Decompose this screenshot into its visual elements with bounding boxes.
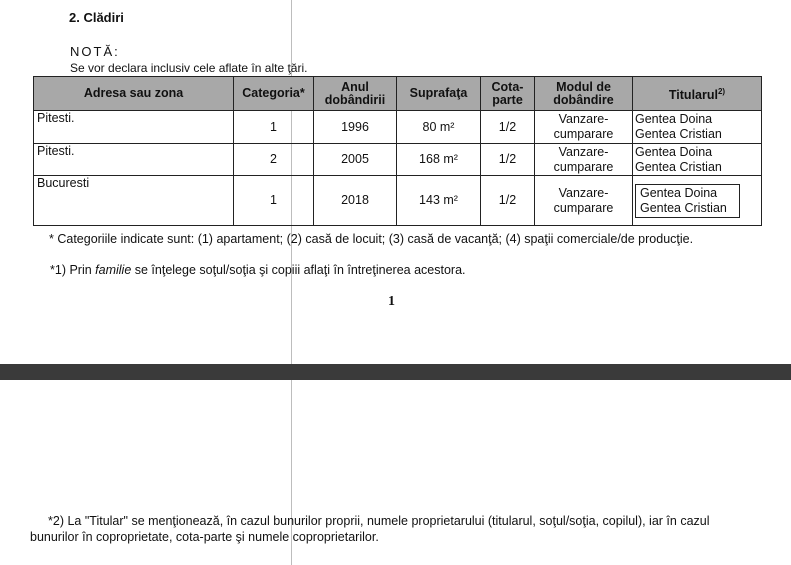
table-row [34,176,762,226]
cell-area: 80 m² [397,111,481,144]
header-category: Categoria* [234,77,314,111]
owner-box [635,184,740,218]
mode-line: cumparare [553,127,614,141]
mode-line: cumparare [553,159,614,174]
owner-name: Gentea Cristian [640,200,727,215]
cell-category: 2 [234,144,314,176]
owner-name: Gentea Cristian [635,159,722,174]
cell-category: 1 [234,111,314,144]
mode-line: Vanzare- [558,112,609,126]
note-label: NOTĂ: [70,44,120,59]
page-number: 1 [388,294,395,309]
buildings-table [33,76,762,226]
footnote-family-term: familie [95,263,132,277]
table-row [34,111,762,144]
footnote-titular: *2) La "Titular" se menţionează, în cazul bunurilor proprii, numele proprietarului (titularul, soţul/soţia, copilul), iar în cazul bunurilor în coproprietate, cota-parte şi numele coproprietarilor. [30,514,710,544]
cell-share: 1/2 [481,111,535,144]
cell-address: Bucuresti [34,176,234,226]
mode-line: Vanzare- [558,185,609,200]
cell-share: 1/2 [481,176,535,226]
cell-category: 1 [234,176,314,226]
owner-name: Gentea Doina [635,144,713,159]
note-text: Se vor declara inclusiv cele aflate în alte ţări. [70,61,308,75]
header-mode: Modul de dobândire [535,77,633,111]
cell-year: 2018 [314,176,397,226]
footnote-categories: * Categoriile indicate sunt: (1) apartament; (2) casă de locuit; (3) casă de vacanţă; (4) spaţii comerciale/de producţie. [49,232,694,246]
owner-name: Gentea Cristian [635,127,722,141]
page-divider [0,364,791,380]
cell-share: 1/2 [481,144,535,176]
header-area: Suprafaţa [397,77,481,111]
cell-address: Pitesti. [34,144,234,176]
header-owner-label: Titularul [668,88,718,103]
cell-mode [535,176,633,226]
footnote-family-prefix: *1) Prin [50,263,96,277]
cell-area: 143 m² [397,176,481,226]
mode-line: cumparare [553,200,614,215]
footnote-family-suffix: se înţelege soţul/soţia şi copiii aflaţi în întreţinerea acestora. [131,263,466,277]
owner-name: Gentea Doina [635,112,713,126]
footnote-family [50,263,466,277]
cell-mode [535,111,633,144]
cell-mode [535,144,633,176]
cell-address: Pitesti. [34,111,234,144]
cell-year: 2005 [314,144,397,176]
header-owner-footnote: 2) [717,86,726,96]
owner-name: Gentea Doina [640,185,718,200]
cell-owner [633,176,762,226]
cell-area: 168 m² [397,144,481,176]
table-row [34,144,762,176]
header-year: Anul dobândirii [314,77,397,111]
cell-owner [633,111,762,144]
header-share: Cota-parte [481,77,535,111]
cell-year: 1996 [314,111,397,144]
table-header-row [34,77,762,111]
header-address: Adresa sau zona [34,77,234,111]
header-owner [633,77,762,111]
cell-owner [633,144,762,176]
mode-line: Vanzare- [558,144,609,159]
section-title: 2. Clădiri [69,10,124,25]
